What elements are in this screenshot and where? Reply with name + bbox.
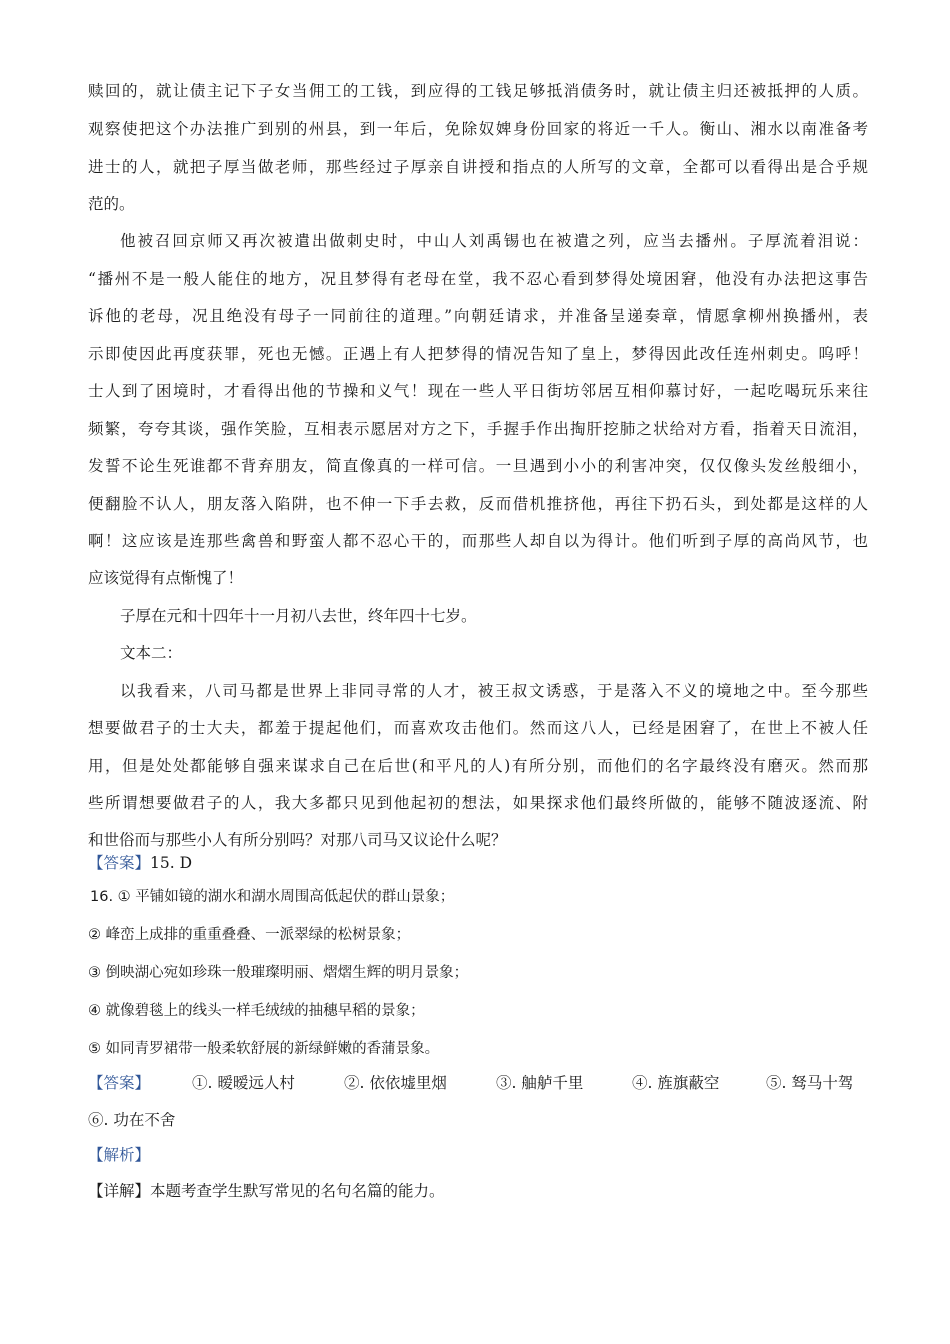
answer-item: ①. 暧暧远人村 <box>192 1074 295 1092</box>
text-line: 子厚在元和十四年十一月初八去世，终年四十七岁。 <box>120 607 477 625</box>
text-line: 频繁，夸夸其谈，强作笑脸，互相表示愿居对方之下，手握手作出掏肝挖肺之状给对方看，指着天日流泪， <box>88 420 868 438</box>
answer-item: ②. 依依墟里烟 <box>344 1074 447 1092</box>
answer-item: ⑤. 驽马十驾 <box>766 1074 854 1092</box>
text-line: 赎回的，就让债主记下子女当佣工的工钱，到应得的工钱足够抵消债务时，就让债主归还被抵押的人质。 <box>88 82 868 100</box>
answer-17-row <box>88 1072 878 1094</box>
answer-16-line: ⑤ 如同青罗裙带一般柔软舒展的新绿鲜嫩的香蒲景象。 <box>88 1041 440 1057</box>
answer-15 <box>88 852 868 874</box>
text-two-label: 文本二： <box>120 644 183 662</box>
text-line: 用，但是处处都能够自强来谋求自己在后世(和平凡的人)有所分别，而他们的名字最终没有磨灭。然而那 <box>88 757 868 775</box>
text-line: 诉他的老母，况且绝没有母子一同前往的道理。”向朝廷请求，并准备呈递奏章，情愿拿柳州换播州，表 <box>88 307 868 325</box>
text-line: 士人到了困境时，才看得出他的节操和义气！现在一些人平日街坊邻居互相仰慕讨好，一起吃喝玩乐来往 <box>88 382 868 400</box>
answer-tag: 【答案】 <box>88 1074 151 1092</box>
text-line: 他被召回京师又再次被遣出做刺史时，中山人刘禹锡也在被遣之列，应当去播州。子厚流着泪说： <box>120 232 868 250</box>
text-line: 观察使把这个办法推广到别的州县，到一年后，免除奴婢身份回家的将近一千人。衡山、湘水以南准备考 <box>88 120 868 138</box>
answer-16-line: ④ 就像碧毯上的线头一样毛绒绒的抽穗早稻的景象； <box>88 1003 425 1019</box>
answer-item: ⑥. 功在不舍 <box>88 1111 176 1129</box>
detail-text: 本题考查学生默写常见的名句名篇的能力。 <box>150 1182 445 1200</box>
detail-line <box>88 1180 868 1202</box>
text-line: 和世俗而与那些小人有所分别吗？对那八司马又议论什么呢？ <box>88 831 507 849</box>
answer-item: ③. 舳舻千里 <box>496 1074 584 1092</box>
answer-text: 15. D <box>150 854 193 872</box>
text-line: 啊！这应该是连那些禽兽和野蛮人都不忍心干的，而那些人却自以为得计。他们听到子厚的高尚风节，也 <box>88 532 868 550</box>
answer-16-line: 16. ① 平铺如镜的湖水和湖水周围高低起伏的群山景象； <box>90 889 455 905</box>
text-line: 想要做君子的士大夫，都羞于提起他们，而喜欢攻击他们。然而这八人，已经是困窘了，在世上不被人任 <box>88 719 868 737</box>
text-line: “播州不是一般人能住的地方，况且梦得有老母在堂，我不忍心看到梦得处境困窘，他没有办法把这事告 <box>88 270 868 288</box>
answer-item: ④. 旌旗蔽空 <box>632 1074 720 1092</box>
answer-16-line: ② 峰峦上成排的重重叠叠、一派翠绿的松树景象； <box>88 927 411 943</box>
answer-tag: 【答案】 <box>88 854 151 872</box>
text-line: 范的。 <box>88 195 135 213</box>
analysis-tag: 【解析】 <box>88 1146 151 1164</box>
text-line: 示即使因此再度获罪，死也无憾。正遇上有人把梦得的情况告知了皇上，梦得因此改任连州刺史。呜呼！ <box>88 345 868 363</box>
text-line: 以我看来，八司马都是世界上非同寻常的人才，被王叔文诱惑，于是落入不义的境地之中。至今那些 <box>120 682 868 700</box>
text-line: 便翻脸不认人，朋友落入陷阱，也不伸一下手去救，反而借机推挤他，再往下扔石头，到处都是这样的人 <box>88 495 868 513</box>
text-line: 应该觉得有点惭愧了！ <box>88 569 244 587</box>
detail-tag: 【详解】 <box>88 1182 151 1200</box>
text-line: 发誓不论生死谁都不背弃朋友，简直像真的一样可信。一旦遇到小小的利害冲突，仅仅像头发丝般细小， <box>88 457 868 475</box>
text-line: 进士的人，就把子厚当做老师，那些经过子厚亲自讲授和指点的人所写的文章，全都可以看得出是合乎规 <box>88 158 868 176</box>
text-line: 些所谓想要做君子的人，我大多都只见到他起初的想法，如果探求他们最终所做的，能够不随波逐流、附 <box>88 794 868 812</box>
answer-16-line: ③ 倒映湖心宛如珍珠一般璀璨明丽、熠熠生辉的明月景象； <box>88 965 469 981</box>
